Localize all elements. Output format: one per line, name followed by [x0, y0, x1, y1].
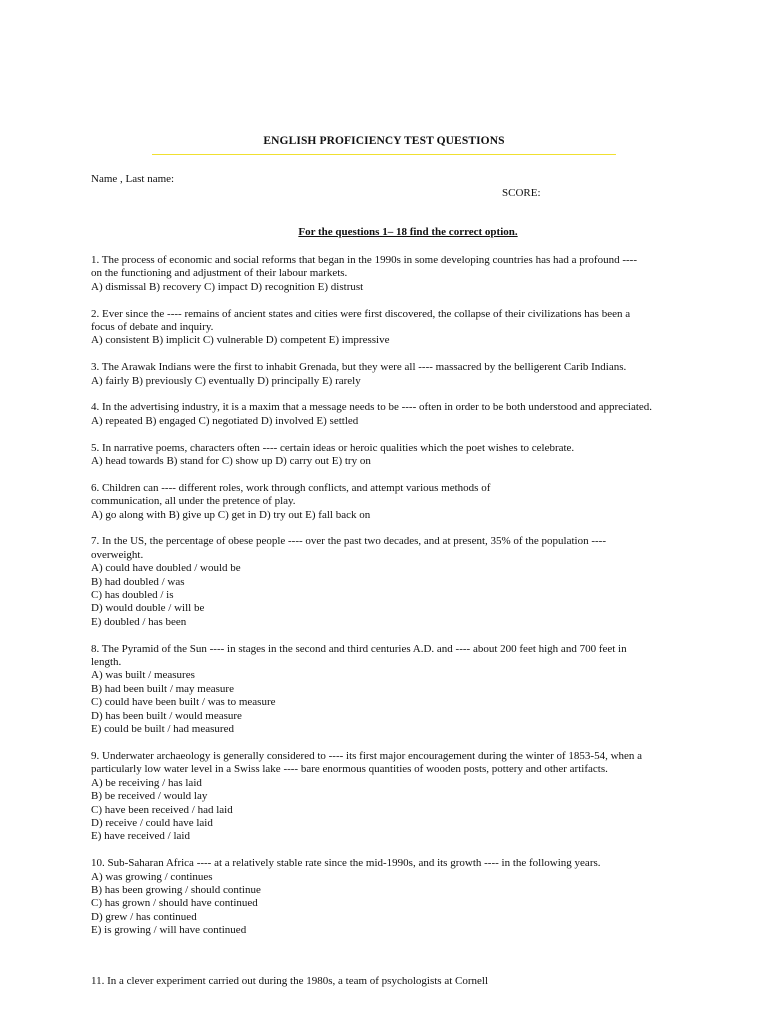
score-label: SCORE:: [502, 187, 541, 199]
answer-option: A) dismissal B) recovery C) impact D) recognition E) distrust: [91, 280, 364, 293]
question-stem-line: 3. The Arawak Indians were the first to inhabit Grenada, but they were all ---- massacred by the belligerent Carib Indians.: [91, 361, 627, 374]
answer-option: A) head towards B) stand for C) show up D) carry out E) try on: [91, 455, 371, 468]
question-stem-line: 1. The process of economic and social reforms that began in the 1990s in some developing countries has had a profound ----: [91, 254, 637, 266]
answer-option: C) has doubled / is: [91, 589, 174, 602]
question-stem-line: 6. Children can ---- different roles, work through conflicts, and attempt various methods of: [91, 481, 491, 494]
answer-option: A) consistent B) implicit C) vulnerable D) competent E) impressive: [91, 334, 390, 347]
question-stem-line: 10. Sub-Saharan Africa ---- at a relatively stable rate since the mid-1990s, and its growth ---- in the following years.: [91, 857, 601, 870]
answer-option: C) has grown / should have continued: [91, 897, 258, 910]
question-item: [91, 535, 687, 629]
answer-option: A) go along with B) give up C) get in D) try out E) fall back on: [91, 508, 371, 521]
question-stem-line: focus of debate and inquiry.: [91, 321, 214, 334]
answer-option: C) could have been built / was to measure: [91, 696, 276, 709]
answer-option: D) grew / has continued: [91, 910, 197, 923]
question-item: [91, 857, 687, 937]
answer-option: A) repeated B) engaged C) negotiated D) involved E) settled: [91, 414, 359, 427]
question-11-stem: 11. In a clever experiment carried out during the 1980s, a team of psychologists at Cornell: [91, 975, 489, 987]
answer-option: B) had doubled / was: [91, 575, 185, 588]
answer-option: C) have been received / had laid: [91, 803, 233, 816]
question-stem-line: length.: [91, 656, 122, 669]
question-stem-line: 9. Underwater archaeology is generally considered to ---- its first major encouragement during the winter of 1853-54, when a: [91, 749, 643, 762]
answer-option: E) have received / laid: [91, 830, 190, 843]
question-stem-line: 8. The Pyramid of the Sun ---- in stages in the second and third centuries A.D. and ---- about 200 feet high and 700 feet in: [91, 642, 627, 655]
question-stem-line: on the functioning and adjustment of their labour markets.: [91, 267, 348, 280]
question-stem-line: communication, all under the pretence of play.: [91, 495, 296, 508]
answer-option: A) was growing / continues: [91, 870, 213, 883]
answer-option: B) had been built / may measure: [91, 682, 234, 695]
answer-option: A) could have doubled / would be: [91, 562, 241, 575]
question-item: [91, 643, 687, 737]
answer-option: E) doubled / has been: [91, 615, 187, 628]
answer-option: E) could be built / had measured: [91, 723, 234, 736]
answer-option: B) be received / would lay: [91, 790, 208, 803]
question-item: [91, 482, 687, 522]
question-stem-line: 7. In the US, the percentage of obese people ---- over the past two decades, and at present, 35% of the population ----: [91, 535, 606, 548]
question-item: [91, 361, 687, 388]
question-stem-line: particularly low water level in a Swiss lake ---- bare enormous quantities of wooden posts, pottery and other artifacts.: [91, 763, 608, 776]
answer-option: A) was built / measures: [91, 669, 195, 682]
question-item: [91, 750, 687, 844]
question-item: [91, 442, 687, 469]
answer-option: D) has been built / would measure: [91, 709, 242, 722]
name-field-label: Name , Last name:: [91, 173, 175, 185]
question-item: [91, 308, 687, 348]
answer-option: B) has been growing / should continue: [91, 883, 261, 896]
answer-option: E) is growing / will have continued: [91, 924, 247, 937]
question-stem-line: 5. In narrative poems, characters often ---- certain ideas or heroic qualities which the poet wishes to celebrate.: [91, 441, 575, 454]
answer-option: D) would double / will be: [91, 602, 205, 615]
title-underline: [152, 154, 616, 155]
answer-option: A) fairly B) previously C) eventually D) principally E) rarely: [91, 374, 361, 387]
question-list: [91, 254, 687, 951]
question-stem-line: 4. In the advertising industry, it is a maxim that a message needs to be ---- often in order to be both understood and appreciated.: [91, 401, 653, 414]
instruction-heading: For the questions 1– 18 find the correct option.: [298, 226, 518, 238]
question-item: [91, 254, 687, 294]
answer-option: A) be receiving / has laid: [91, 776, 202, 789]
answer-option: D) receive / could have laid: [91, 816, 213, 829]
question-stem-line: overweight.: [91, 548, 144, 561]
question-stem-line: 2. Ever since the ---- remains of ancient states and cities were first discovered, the collapse of their civilizations has been a: [91, 307, 631, 320]
question-item: [91, 401, 687, 428]
page-title: ENGLISH PROFICIENCY TEST QUESTIONS: [263, 135, 505, 147]
